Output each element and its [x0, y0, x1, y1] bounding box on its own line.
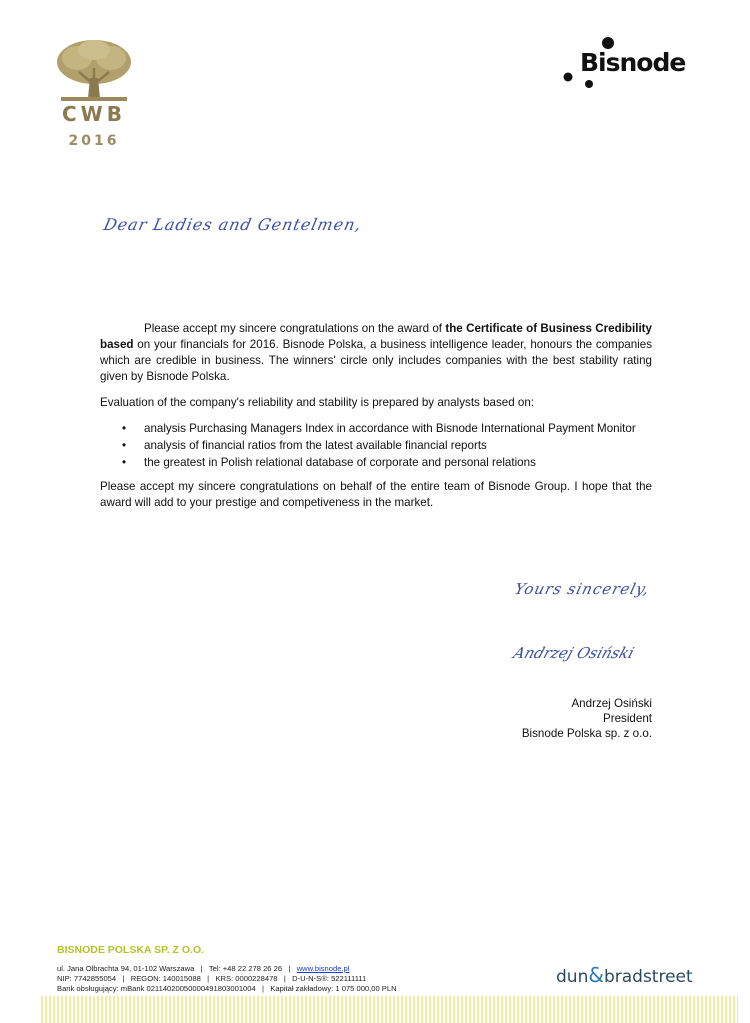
bisnode-logo: [560, 36, 700, 92]
bullet-item: • the greatest in Polish relational database of corporate and personal relations: [144, 455, 652, 471]
footer-address: ul. Jana Olbrachta 94, 01-102 Warszawa | Tel: +48 22 278 26 26 |: [57, 964, 297, 973]
bullet-item: • analysis Purchasing Managers Index in accordance with Bisnode International Payment Monitor: [144, 421, 652, 437]
oak-tree-icon: [55, 38, 133, 102]
dnb-logo-left: dun: [556, 967, 589, 987]
cwb-title: CWB: [62, 102, 126, 126]
signer-block: [480, 696, 652, 741]
footer-contact-details: [57, 964, 397, 994]
paragraph1-bold: the Certificate of Business Credibility based: [100, 322, 652, 351]
cwb-year: 2016: [68, 133, 120, 149]
paragraph1-pre: Please accept my sincere congratulations on the award of: [144, 322, 446, 335]
footer-decorative-stripes: [41, 996, 738, 1023]
signer-role: President: [603, 712, 652, 725]
cwb-2016-logo: [55, 38, 133, 152]
evaluation-bullet-list: [100, 421, 652, 471]
paragraph1-post: on your financials for 2016. Bisnode Polska, a business intelligence leader, honours the companies which are credible in business. The winners' circle only includes companies with the best stability rating given by Bisnode Polska.: [100, 338, 652, 383]
signer-company: Bisnode Polska sp. z o.o.: [521, 727, 652, 740]
footer-bank-line: Bank obsługujący: mBank 02114020050000491803001004 | Kapitał zakładowy: 1 075 000,00 PLN: [57, 984, 397, 993]
paragraph-closing: Please accept my sincere congratulations on behalf of the entire team of Bisnode Group. I hope that the award will add to your prestige and competiveness in the market.: [100, 480, 652, 509]
paragraph-evaluation: Evaluation of the company's reliability and stability is prepared by analysts based on:: [100, 396, 535, 409]
footer-address-line: [57, 964, 397, 974]
bisnode-wordmark: Bisnode: [580, 48, 686, 77]
dnb-logo-right: bradstreet: [603, 967, 693, 987]
dun-bradstreet-logo: [556, 963, 693, 987]
closing-handwritten: Yours sincerely,: [512, 580, 652, 598]
salutation-handwritten: Dear Ladies and Gentelmen,: [101, 215, 364, 234]
letter-body: [100, 321, 652, 521]
signature-handwritten: Andrzej Osiński: [511, 644, 637, 662]
dnb-logo-ampersand: &: [588, 963, 604, 987]
bullet-item: • analysis of financial ratios from the latest available financial reports: [144, 438, 652, 454]
signer-name: Andrzej Osiński: [571, 697, 652, 710]
footer-registration-line: NIP: 7742855054 | REGON: 140015088 | KRS: 0000228478 | D-U-N-S®: 522111111: [57, 974, 367, 983]
footer-company-name: BISNODE POLSKA SP. Z O.O.: [57, 944, 205, 956]
website-link[interactable]: www.bisnode.pl: [296, 964, 350, 973]
paragraph-congratulations: [100, 321, 652, 385]
